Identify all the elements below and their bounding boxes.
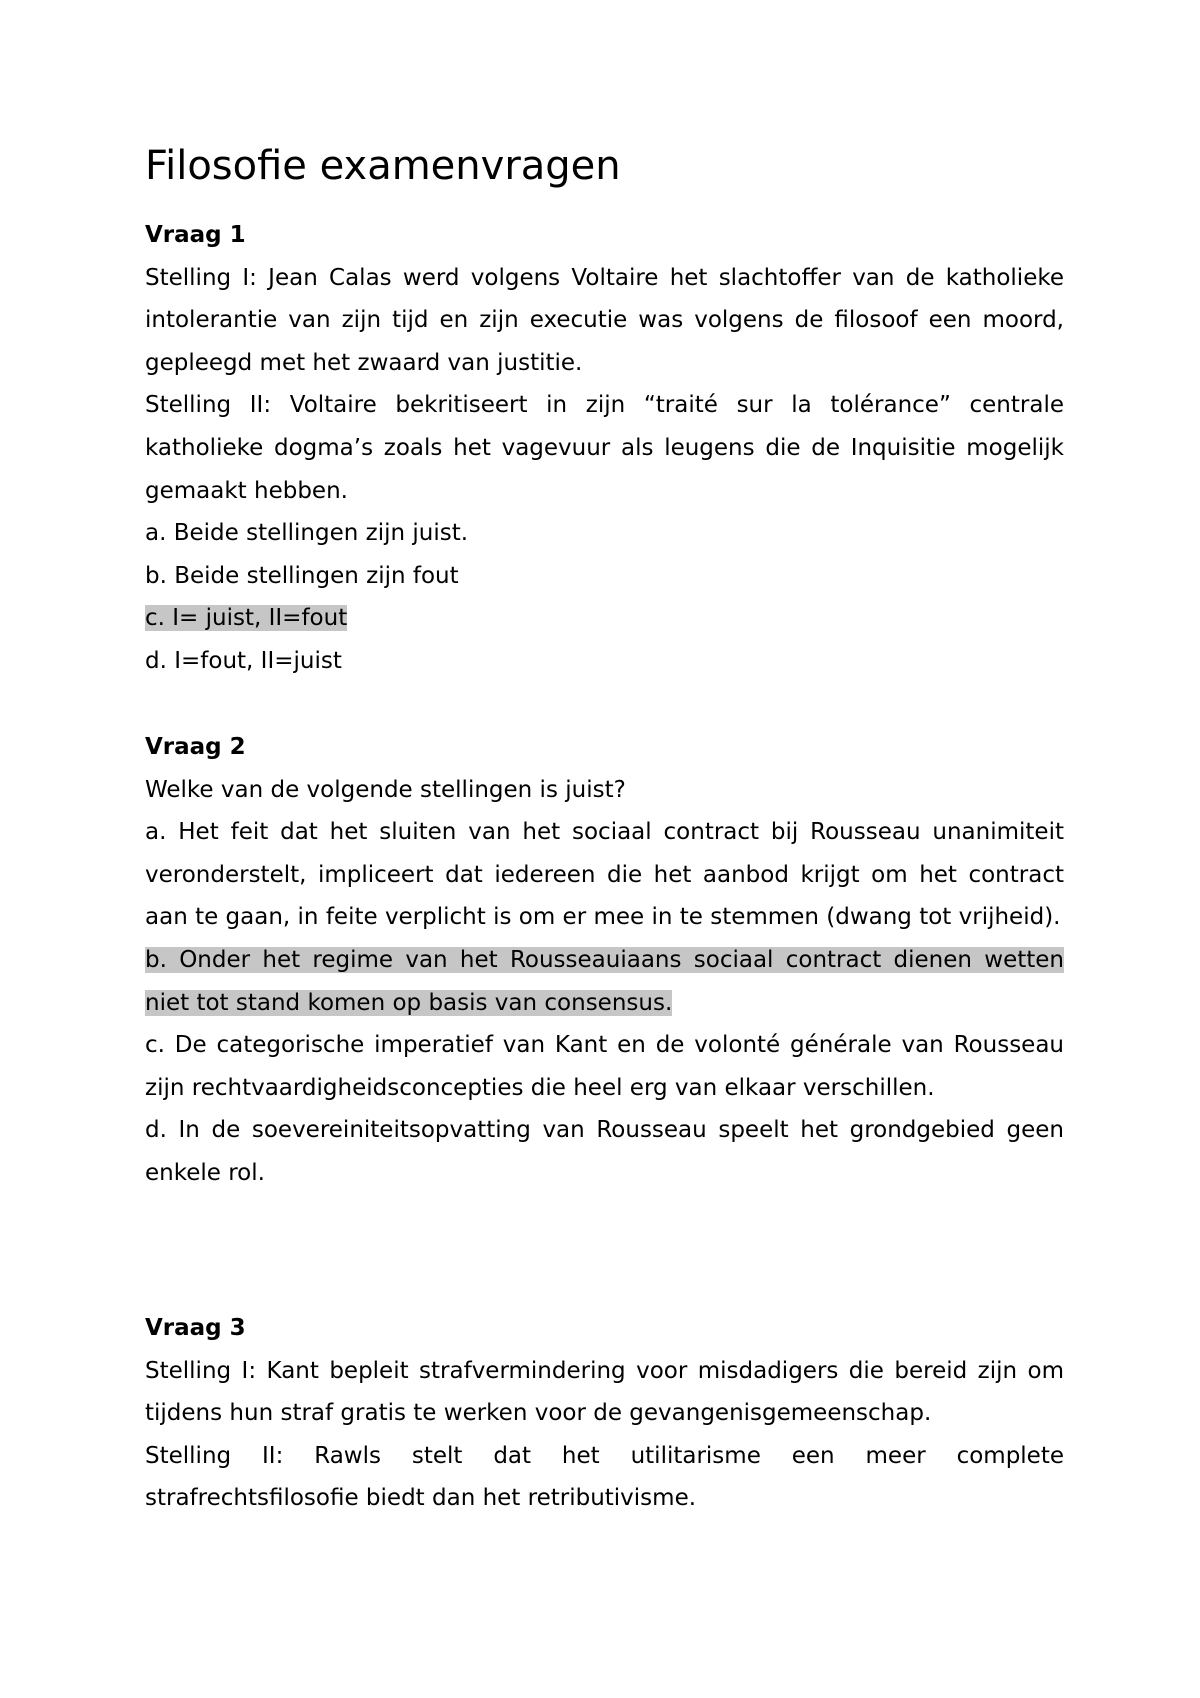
answer-option-a: a. Beide stellingen zijn juist. [145,520,469,547]
question-2 [145,726,1064,1195]
question-heading: Vraag 2 [145,734,246,760]
question-3 [145,1307,1064,1520]
answer-option-c-highlighted: c. I= juist, II=fout [145,605,348,632]
statement-1: Stelling I: Kant bepleit strafvermindering voor misdadigers die bereid zijn om tijdens hun straf gratis te werken voor de gevangenisgemeenschap. [145,1357,1064,1427]
question-heading: Vraag 1 [145,222,246,248]
answer-option-a: a. Het feit dat het sluiten van het sociaal contract bij Rousseau unanimiteit veronderstelt, impliceert dat iedereen die het aanbod krijgt om het contract aan te gaan, in feite verplicht is om er mee in te stemmen (dwang tot vrijheid). [145,819,1064,931]
statement-1: Stelling I: Jean Calas werd volgens Voltaire het slachtoffer van de katholieke intolerantie van zijn tijd en zijn executie was volgens de filosoof een moord, gepleegd met het zwaard van justitie. [145,264,1064,376]
statement-2: Stelling II: Rawls stelt dat het utilitarisme een meer complete strafrechtsfilosofie biedt dan het retributivisme. [145,1442,1064,1512]
statement-2: Stelling II: Voltaire bekritiseert in zijn “traité sur la tolérance” centrale katholieke dogma’s zoals het vagevuur als leugens die de Inquisitie mogelijk gemaakt hebben. [145,392,1064,504]
question-1 [145,214,1064,683]
document-title: Filosofie examenvragen [145,143,621,189]
answer-option-b: b. Beide stellingen zijn fout [145,562,459,589]
answer-option-b-highlighted: b. Onder het regime van het Rousseauiaans sociaal contract dienen wetten niet tot stand komen op basis van consensus. [145,946,1064,1016]
question-heading: Vraag 3 [145,1315,246,1341]
question-prompt: Welke van de volgende stellingen is juist? [145,776,626,803]
answer-option-d: d. In de soevereiniteitsopvatting van Rousseau speelt het grondgebied geen enkele rol. [145,1117,1064,1186]
answer-option-d: d. I=fout, II=juist [145,647,342,674]
answer-option-c: c. De categorische imperatief van Kant en de volonté générale van Rousseau zijn rechtvaardigheidsconcepties die heel erg van elkaar verschillen. [145,1032,1064,1101]
